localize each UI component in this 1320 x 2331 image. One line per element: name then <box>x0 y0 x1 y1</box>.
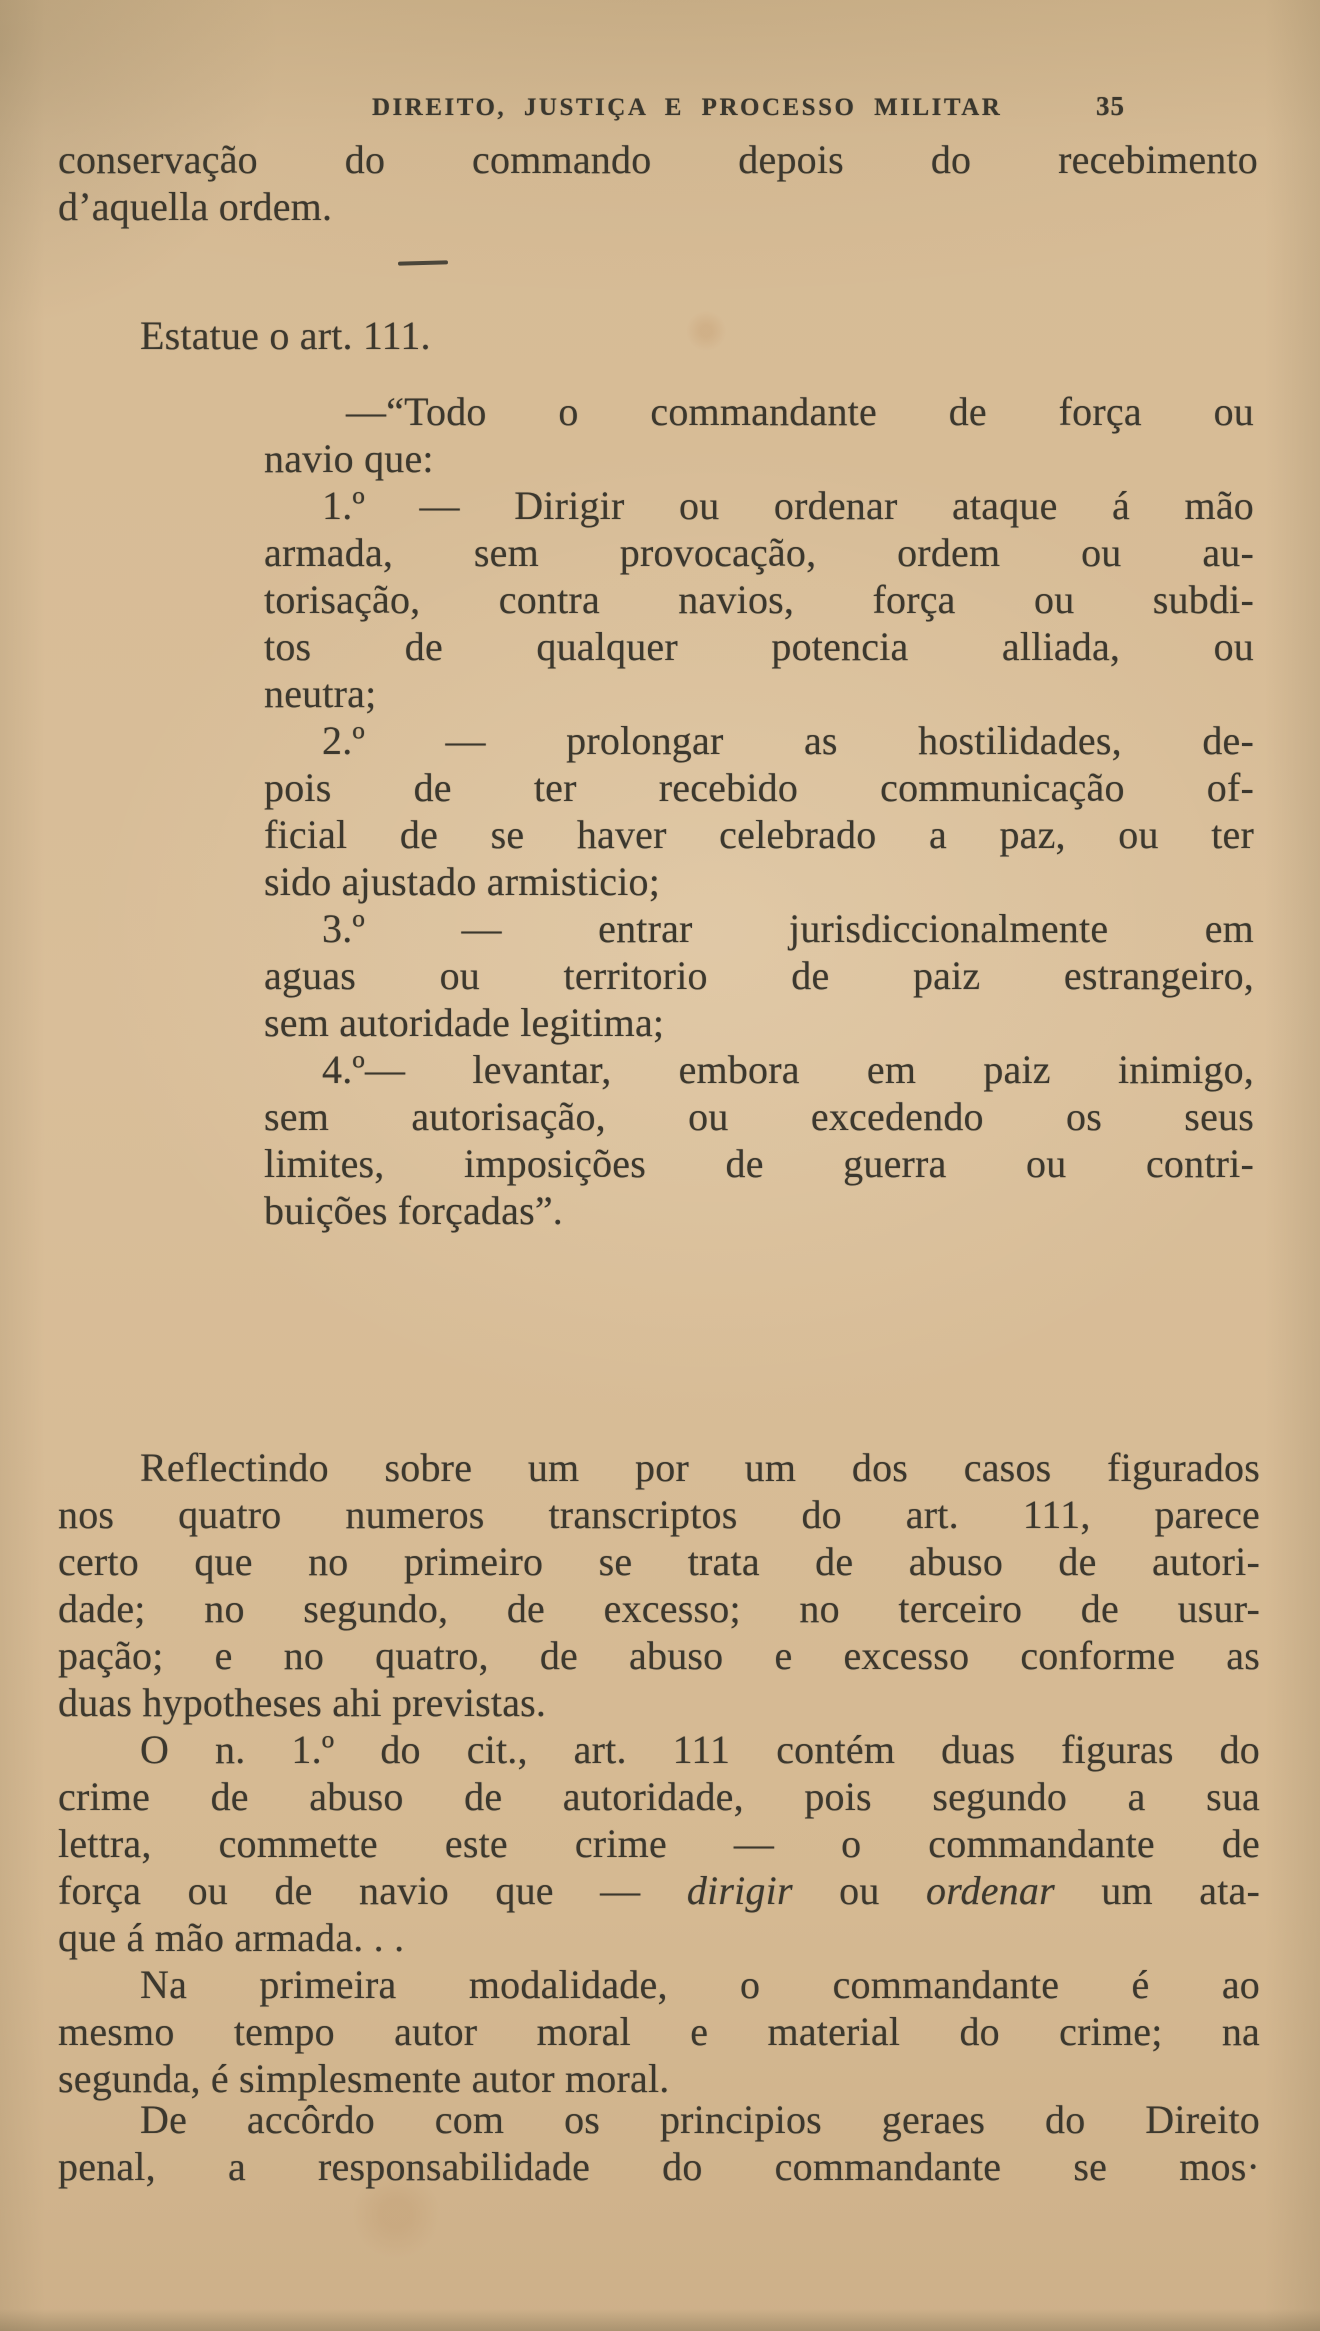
text-line <box>264 764 1254 811</box>
text-line <box>264 1187 1254 1234</box>
text-line <box>264 435 1254 482</box>
text-run: aguas ou territorio de paiz estrangeiro, <box>264 953 1254 998</box>
text-line <box>58 1773 1260 1820</box>
text-run: certo que no primeiro se trata de abuso de autori- <box>58 1539 1260 1584</box>
text-run: pação; e no quatro, de abuso e excesso conforme as <box>58 1633 1260 1678</box>
text-run: sem autoridade legitima; <box>264 1000 665 1045</box>
text-run: sido ajustado armisticio; <box>264 859 661 904</box>
text-line <box>58 136 1258 183</box>
text-run: ficial de se haver celebrado a paz, ou ter <box>264 812 1254 857</box>
text-run: crime de abuso de autoridade, pois segundo a sua <box>58 1774 1260 1819</box>
text-run: De accôrdo com os principios geraes do Direito <box>140 2097 1260 2142</box>
text-run: limites, imposições de guerra ou contri- <box>264 1141 1254 1186</box>
text-line <box>264 529 1254 576</box>
text-line <box>58 1726 1260 1773</box>
text-line <box>58 1679 1260 1726</box>
text-run: um ata- <box>1054 1868 1261 1913</box>
text-run: que á mão armada. . . <box>58 1915 405 1960</box>
text-line <box>264 623 1254 670</box>
text-line <box>58 1632 1260 1679</box>
text-run: dade; no segundo, de excesso; no terceiro de usur- <box>58 1586 1260 1631</box>
paragraph-intro <box>58 136 1258 230</box>
text-line <box>58 1444 1260 1491</box>
text-line <box>264 1140 1254 1187</box>
text-run: torisação, contra navios, força ou subdi- <box>264 577 1254 622</box>
paragraph-estatue <box>58 312 1258 359</box>
text-line <box>264 482 1254 529</box>
text-line <box>264 952 1254 999</box>
section-divider <box>398 260 448 265</box>
text-line <box>58 1538 1260 1585</box>
text-line <box>264 1046 1254 1093</box>
text-line <box>58 312 1258 359</box>
text-line <box>58 2143 1260 2190</box>
text-run: —“Todo o commandante de força ou <box>346 389 1254 434</box>
text-run: penal, a responsabilidade do commandante se mos· <box>58 2144 1260 2189</box>
text-line <box>58 1820 1260 1867</box>
text-run: conservação do commando depois do recebimento <box>58 137 1258 182</box>
text-run: navio que: <box>264 436 434 481</box>
text-line <box>264 999 1254 1046</box>
text-run: buições forçadas”. <box>264 1188 564 1233</box>
text-line <box>264 388 1254 435</box>
text-run: sem autorisação, ou excedendo os seus <box>264 1094 1254 1139</box>
text-line <box>264 576 1254 623</box>
text-line <box>58 1585 1260 1632</box>
text-run: 1.º — Dirigir ou ordenar ataque á mão <box>322 483 1254 528</box>
text-run: ou <box>792 1868 927 1913</box>
text-run: pois de ter recebido communicação of- <box>264 765 1254 810</box>
text-line <box>58 1867 1260 1914</box>
text-line <box>58 183 1258 230</box>
text-line <box>58 1914 1260 1961</box>
text-line <box>58 2096 1260 2143</box>
text-run: 2.º — prolongar as hostilidades, de- <box>322 718 1254 763</box>
text-run: força ou de navio que — <box>58 1868 687 1913</box>
text-run: d’aquella ordem. <box>58 184 333 229</box>
text-run: nos quatro numeros transcriptos do art. 111, parece <box>58 1492 1260 1537</box>
page-header <box>0 91 1320 128</box>
text-run: O n. 1.º do cit., art. 111 contém duas figuras do <box>140 1727 1260 1772</box>
text-line <box>58 2008 1260 2055</box>
paragraph-accordo <box>58 2096 1260 2190</box>
text-run: 3.º — entrar jurisdiccionalmente em <box>322 906 1254 951</box>
text-line <box>264 905 1254 952</box>
text-line <box>264 811 1254 858</box>
text-line <box>58 2055 1260 2102</box>
text-run: segunda, é simplesmente autor moral. <box>58 2056 670 2101</box>
text-run: lettra, commette este crime — o commandante de <box>58 1821 1260 1866</box>
text-run: Na primeira modalidade, o commandante é ao <box>140 1962 1260 2007</box>
text-line <box>58 1491 1260 1538</box>
italic-text: dirigir <box>686 1868 793 1913</box>
text-line <box>264 858 1254 905</box>
paragraph-modalidades <box>58 1961 1260 2102</box>
running-title: DIREITO, JUSTIÇA E PROCESSO MILITAR <box>372 94 1003 121</box>
text-line <box>264 717 1254 764</box>
paragraph-reflectindo <box>58 1444 1260 1726</box>
paragraph-crime-abuso <box>58 1726 1260 1961</box>
page-number: 35 <box>1096 91 1125 121</box>
text-run: Reflectindo sobre um por um dos casos figurados <box>140 1445 1260 1490</box>
italic-text: ordenar <box>926 1868 1055 1913</box>
text-line <box>264 1093 1254 1140</box>
text-run: duas hypotheses ahi previstas. <box>58 1680 547 1725</box>
text-line <box>264 670 1254 717</box>
text-run: 4.º— levantar, embora em paiz inimigo, <box>322 1047 1254 1092</box>
text-run: tos de qualquer potencia alliada, ou <box>264 624 1254 669</box>
text-run: Estatue o art. 111. <box>140 313 431 358</box>
text-run: neutra; <box>264 671 377 716</box>
text-run: mesmo tempo autor moral e material do crime; na <box>58 2009 1260 2054</box>
blockquote-art-111 <box>264 388 1254 1234</box>
text-run: armada, sem provocação, ordem ou au- <box>264 530 1254 575</box>
text-line <box>58 1961 1260 2008</box>
